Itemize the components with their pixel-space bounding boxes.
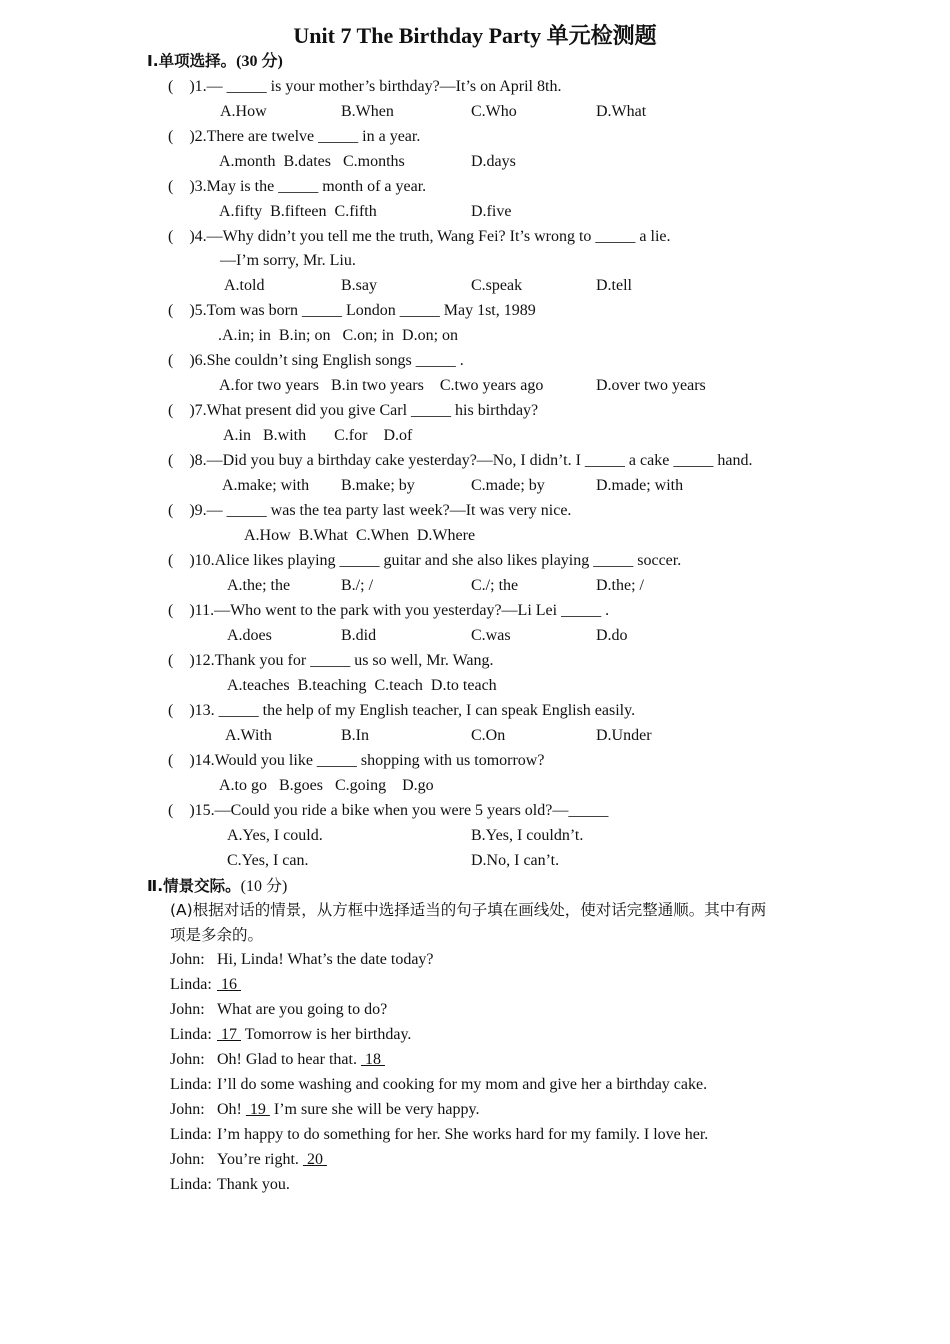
speaker-label: John:: [170, 1001, 205, 1018]
section-2-heading: [147, 876, 287, 897]
speaker-label: John:: [170, 1151, 205, 1168]
question-7-stem: ( )7.What present did you give Carl _____ his birthday?: [168, 402, 539, 419]
question-4-stem: ( )4.—Why didn’t you tell me the truth, Wang Fei? It’s wrong to _____ a lie.: [168, 228, 671, 245]
speaker-label: Linda:: [170, 1076, 212, 1093]
question-5-stem: ( )5.Tom was born _____ London _____ May 1st, 1989: [168, 302, 536, 319]
question-5-options: .A.in; in B.in; on C.on; in D.on; on: [218, 327, 459, 344]
speaker-label: Linda:: [170, 1126, 212, 1143]
answer-blank-18[interactable]: 18: [360, 1051, 385, 1068]
option-d: D.Under: [596, 727, 652, 744]
question-12-stem: ( )12.Thank you for _____ us so well, Mr. Wang.: [168, 652, 494, 669]
question-9-options: A.How B.What C.When D.Where: [244, 527, 476, 544]
question-15-stem: ( )15.—Could you ride a bike when you were 5 years old?—_____: [168, 802, 609, 819]
option-a: A.does: [227, 627, 272, 644]
option-a: A.With: [225, 727, 272, 744]
speaker-label: Linda:: [170, 976, 212, 993]
option-a: A.Yes, I could.: [227, 827, 323, 844]
speaker-label: John:: [170, 1101, 205, 1118]
section-1-label: Ⅰ.单项选择。: [147, 52, 237, 70]
option-c: C.Who: [471, 103, 517, 120]
option-d: D.What: [596, 103, 647, 120]
option-d: D.over two years: [596, 377, 706, 394]
option-b: B./; /: [341, 577, 374, 594]
option-a: A.How: [220, 103, 267, 120]
question-2-stem: ( )2.There are twelve _____ in a year.: [168, 128, 421, 145]
question-7-options: A.in B.with C.for D.of: [223, 427, 413, 444]
question-1-stem: ( )1.— _____ is your mother’s birthday?—It’s on April 8th.: [168, 78, 562, 95]
speech-after: Tomorrow is her birthday.: [241, 1026, 412, 1043]
option-c: C.On: [471, 727, 506, 744]
question-6-stem: ( )6.She couldn’t sing English songs _____ .: [168, 352, 464, 369]
speech-text: [217, 1100, 479, 1120]
speech-before: You’re right.: [217, 1151, 303, 1168]
option-d: D.the; /: [596, 577, 644, 594]
answer-blank-19[interactable]: 19: [245, 1101, 270, 1118]
speaker-label: Linda:: [170, 1176, 212, 1193]
speech-text: [217, 1125, 708, 1145]
question-13-stem: ( )13. _____ the help of my English teacher, I can speak English easily.: [168, 702, 636, 719]
option-d: D.do: [596, 627, 628, 644]
question-9-stem: ( )9.— _____ was the tea party last week?—It was very nice.: [168, 502, 572, 519]
speech-text: [217, 1050, 385, 1070]
option-d: D.tell: [596, 277, 632, 294]
speaker-label: Linda:: [170, 1026, 212, 1043]
section-2-label: Ⅱ.情景交际。: [147, 877, 241, 895]
option-abc: A.month B.dates C.months: [219, 153, 405, 170]
option-c: C.speak: [471, 277, 523, 294]
question-3-stem: ( )3.May is the _____ month of a year.: [168, 178, 427, 195]
question-4-stem-response: —I’m sorry, Mr. Liu.: [220, 252, 356, 269]
option-abc: A.fifty B.fifteen C.fifth: [219, 203, 377, 220]
speech-text: [217, 975, 241, 995]
speech-text: [217, 1075, 707, 1095]
option-a: A.told: [224, 277, 265, 294]
speech-before: I’m happy to do something for her. She works hard for my family. I love her.: [217, 1126, 709, 1143]
option-b: B.When: [341, 103, 394, 120]
option-d: D.made; with: [596, 477, 684, 494]
question-14-options: A.to go B.goes C.going D.go: [219, 777, 434, 794]
option-c: C.made; by: [471, 477, 545, 494]
option-b: B.did: [341, 627, 377, 644]
question-8-stem: ( )8.—Did you buy a birthday cake yesterday?—No, I didn’t. I _____ a cake _____ hand.: [168, 452, 753, 469]
speech-before: Oh!: [217, 1101, 246, 1118]
option-b: B.Yes, I couldn’t.: [471, 827, 584, 844]
option-b: B.say: [341, 277, 377, 294]
question-12-options: A.teaches B.teaching C.teach D.to teach: [227, 677, 497, 694]
speech-text: [217, 1175, 290, 1195]
speech-text: [217, 1025, 411, 1045]
speech-before: What are you going to do?: [217, 1001, 388, 1018]
section-2-score: (10 分): [240, 878, 288, 895]
option-c: C.was: [471, 627, 511, 644]
option-d: D.five: [471, 203, 512, 220]
speech-before: Hi, Linda! What’s the date today?: [217, 951, 434, 968]
option-a: A.make; with: [222, 477, 310, 494]
option-c: C.Yes, I can.: [227, 852, 309, 869]
answer-blank-17[interactable]: 17: [217, 1026, 241, 1043]
answer-blank-20[interactable]: 20: [302, 1151, 327, 1168]
speech-before: Thank you.: [217, 1176, 290, 1193]
page-title: Unit 7 The Birthday Party 单元检测题: [293, 23, 657, 48]
option-abc: A.for two years B.in two years C.two years ago: [219, 377, 544, 394]
option-a: A.the; the: [227, 577, 291, 594]
speech-before: Oh! Glad to hear that.: [217, 1051, 361, 1068]
question-10-stem: ( )10.Alice likes playing _____ guitar and she also likes playing _____ soccer.: [168, 552, 682, 569]
speech-text: [217, 1000, 387, 1020]
option-d: D.No, I can’t.: [471, 852, 560, 869]
speaker-label: John:: [170, 951, 205, 968]
option-b: B.In: [341, 727, 369, 744]
speech-text: [217, 950, 434, 970]
answer-blank-16[interactable]: 16: [217, 976, 241, 993]
speech-text: [217, 1150, 327, 1170]
section-1-score: (30 分): [236, 53, 283, 70]
section-1-heading: [147, 51, 283, 72]
question-11-stem: ( )11.—Who went to the park with you yesterday?—Li Lei _____ .: [168, 602, 610, 619]
speech-before: I’ll do some washing and cooking for my mom and give her a birthday cake.: [217, 1076, 708, 1093]
section-2-instruction-line-1: (A)根据对话的情景，从方框中选择适当的句子填在画线处，使对话完整通顺。其中有两: [170, 901, 767, 919]
option-c: C./; the: [471, 577, 519, 594]
option-b: B.make; by: [341, 477, 415, 494]
speaker-label: John:: [170, 1051, 205, 1068]
speech-after: I’m sure she will be very happy.: [269, 1101, 480, 1118]
option-d: D.days: [471, 153, 516, 170]
question-14-stem: ( )14.Would you like _____ shopping with us tomorrow?: [168, 752, 545, 769]
section-2-instruction-line-2: 项是多余的。: [170, 926, 264, 944]
